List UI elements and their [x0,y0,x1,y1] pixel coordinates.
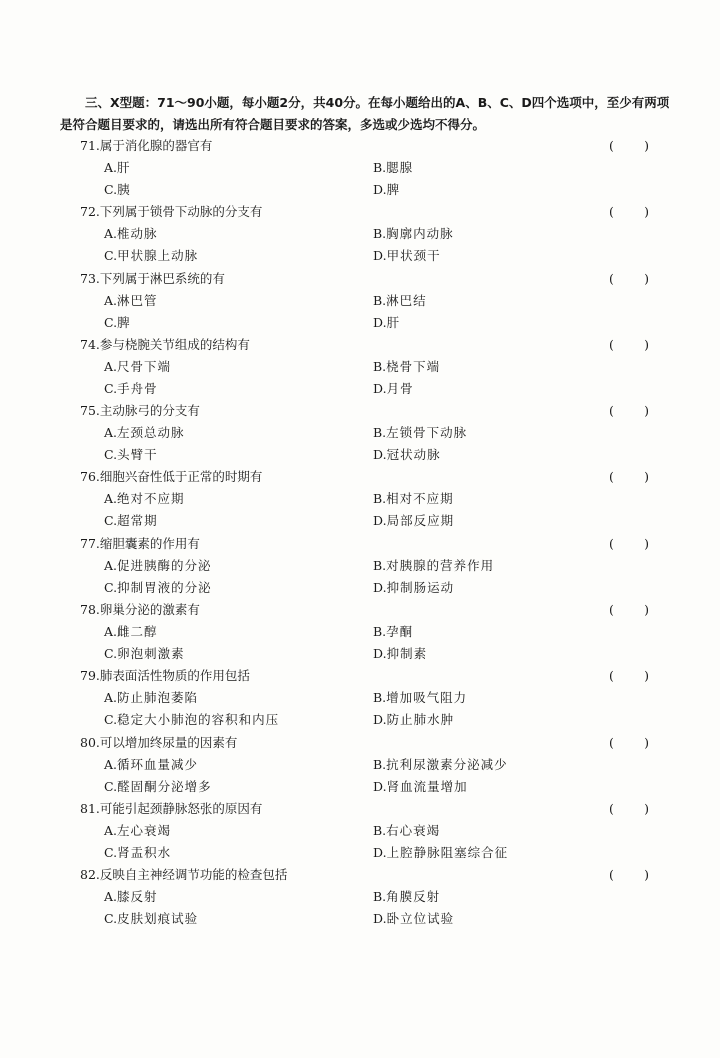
paren-open: ( [609,668,614,684]
answer-blank [609,533,649,555]
answer-option [373,444,441,466]
answer-option [373,223,454,245]
option-text: 淋巴结 [386,292,427,308]
paren-open: ( [609,270,614,286]
option-text: 超常期 [117,513,158,529]
question-stem [80,400,200,422]
option-letter: D. [373,182,387,197]
answer-option [104,378,158,400]
answer-blank [609,798,649,820]
option-letter: A. [104,226,118,242]
option-text: 右心衰竭 [386,822,441,838]
answer-option [373,687,467,709]
option-text: 脾 [386,182,401,197]
answer-option [104,223,158,245]
paren-close: ) [644,403,649,419]
question-stem [80,201,262,223]
answer-option [373,776,468,798]
answer-option [373,378,414,400]
option-text: 椎动脉 [117,226,158,242]
option-letter: A. [104,491,118,507]
answer-option [373,356,440,378]
option-letter: B. [373,358,387,374]
option-letter: B. [373,160,387,175]
question-stem [80,533,200,555]
option-letter: C. [104,248,118,264]
option-letter: C. [104,513,118,529]
answer-blank [609,400,649,422]
answer-option [373,422,467,444]
answer-option [373,643,427,665]
option-text: 防止肺水肿 [386,712,455,728]
answer-option [373,908,454,930]
question-stem [80,864,287,886]
paren-close: ) [644,734,649,750]
answer-option [373,312,400,334]
option-letter: D. [373,314,387,330]
answer-option [373,842,508,864]
option-letter: B. [373,756,387,772]
answer-blank [609,466,649,488]
option-letter: A. [104,425,118,441]
option-letter: A. [104,690,118,706]
answer-option [373,510,454,532]
answer-blank [609,864,649,886]
question-number: 73. [80,270,100,286]
option-letter: A. [104,756,118,772]
answer-option [373,555,494,577]
option-letter: A. [104,358,118,374]
answer-option [104,776,212,798]
question-stem [80,732,237,754]
option-letter: C. [104,844,118,860]
paren-open: ( [609,602,614,618]
question-item [0,201,720,267]
option-text: 手舟骨 [117,380,158,396]
answer-blank [609,334,649,356]
option-letter: C. [104,447,118,463]
question-stem [80,135,212,157]
question-number: 72. [80,204,100,220]
answer-option [104,820,171,842]
option-letter: D. [373,579,387,595]
question-item [0,599,720,665]
option-letter: A. [104,160,118,175]
question-number: 80. [80,734,100,750]
question-text: 反映自主神经调节功能的检查包括 [99,867,288,883]
question-text: 可能引起颈静脉怒张的原因有 [99,800,263,816]
paren-open: ( [609,867,614,883]
answer-option [104,908,198,930]
question-number: 78. [80,602,100,618]
option-text: 对胰腺的营养作用 [386,557,495,573]
question-number: 74. [80,336,100,352]
question-item [0,665,720,731]
paren-close: ) [644,336,649,352]
question-stem [80,798,262,820]
option-letter: C. [104,646,118,662]
answer-option [373,577,454,599]
option-text: 胸廓内动脉 [386,226,454,242]
option-text: 膝反射 [117,889,158,905]
paren-close: ) [644,800,649,816]
question-stem [80,334,250,356]
answer-option [104,842,171,864]
option-letter: B. [373,425,387,441]
question-item [0,268,720,334]
question-number: 81. [80,800,100,816]
answer-blank [609,201,649,223]
answer-blank [609,135,649,157]
option-letter: D. [373,911,387,927]
question-text: 下列属于锁骨下动脉的分支有 [99,204,263,220]
question-number: 79. [80,668,100,684]
question-stem [80,599,200,621]
option-text: 冠状动脉 [386,447,441,463]
paren-close: ) [644,469,649,485]
option-text: 脾 [117,314,131,330]
question-number: 82. [80,867,100,883]
option-text: 左锁骨下动脉 [386,425,468,441]
option-letter: B. [373,889,387,905]
answer-option [104,886,158,908]
option-text: 左心衰竭 [117,822,172,838]
answer-blank [609,599,649,621]
option-letter: B. [373,690,387,706]
option-letter: C. [104,380,118,396]
option-text: 皮肤划痕试验 [117,911,199,927]
option-text: 肾盂积水 [117,844,172,860]
option-text: 抑制素 [386,646,428,662]
option-text: 防止肺泡萎陷 [117,690,199,706]
question-text: 下列属于淋巴系统的有 [99,270,225,286]
option-text: 稳定大小肺泡的容积和内压 [117,712,280,728]
answer-option [373,290,427,312]
question-text: 可以增加终尿量的因素有 [99,734,238,750]
answer-option [104,290,158,312]
option-letter: A. [104,822,118,838]
question-item [0,400,720,466]
option-text: 醛固酮分泌增多 [117,778,212,794]
option-text: 雌二醇 [117,624,158,640]
option-letter: C. [104,182,118,197]
question-text: 细胞兴奋性低于正常的时期有 [99,469,263,485]
answer-option [104,621,158,643]
option-letter: D. [373,447,387,463]
option-text: 左颈总动脉 [117,425,185,441]
paren-close: ) [644,270,649,286]
answer-option [373,754,508,776]
option-letter: B. [373,557,387,573]
option-letter: C. [104,911,118,927]
option-text: 肝 [386,314,401,330]
option-text: 上腔静脉阻塞综合征 [386,844,509,860]
question-item [0,732,720,798]
answer-option [373,820,440,842]
option-letter: D. [373,844,387,860]
paren-close: ) [644,204,649,220]
answer-option [373,245,441,267]
option-letter: B. [373,491,387,507]
answer-option [373,179,400,201]
answer-blank [609,732,649,754]
option-text: 抗利尿激素分泌减少 [386,756,508,772]
answer-option [373,709,454,731]
option-letter: D. [373,646,387,662]
option-text: 腮腺 [386,160,414,175]
question-number: 76. [80,469,100,485]
option-text: 肾血流量增加 [386,778,468,794]
paren-close: ) [644,535,649,551]
question-stem [80,466,262,488]
answer-option [104,422,185,444]
option-text: 孕酮 [386,624,414,640]
paren-open: ( [609,469,614,485]
option-text: 抑制肠运动 [386,579,455,595]
question-stem [80,665,250,687]
question-item [0,798,720,864]
question-item [0,466,720,532]
question-item [0,334,720,400]
question-text: 肺表面活性物质的作用包括 [99,668,250,684]
question-text: 主动脉弓的分支有 [99,403,200,419]
answer-option [104,312,131,334]
answer-option [104,643,185,665]
paren-open: ( [609,535,614,551]
option-text: 卧立位试验 [386,911,455,927]
paren-open: ( [609,204,614,220]
option-letter: D. [373,380,387,396]
option-text: 角膜反射 [386,889,441,905]
option-letter: D. [373,513,387,529]
paren-open: ( [609,800,614,816]
answer-option [373,488,454,510]
answer-option [104,245,198,267]
option-letter: D. [373,778,387,794]
option-text: 局部反应期 [386,513,455,529]
section-instructions: 三、X型题：71～90小题，每小题2分，共40分。在每小题给出的A、B、C、D四个选项中，至少有两项是符合题目要求的，请选出所有符合题目要求的答案，多选或少选均不得分。 [60,95,670,132]
option-letter: C. [104,778,118,794]
paren-close: ) [644,668,649,684]
answer-option [104,488,185,510]
question-list [0,135,720,931]
option-text: 抑制胃液的分泌 [117,579,212,595]
option-letter: D. [373,248,387,264]
answer-option [104,356,171,378]
answer-option [104,444,158,466]
option-text: 甲状颈干 [386,248,441,264]
answer-option [104,157,131,179]
option-text: 绝对不应期 [117,491,185,507]
answer-option [104,709,279,731]
paren-close: ) [644,867,649,883]
paren-open: ( [609,336,614,352]
question-stem [80,268,225,290]
option-letter: A. [104,624,118,640]
option-letter: A. [104,557,118,573]
question-text: 属于消化腺的器官有 [99,138,213,153]
paren-open: ( [609,734,614,750]
paren-close: ) [644,138,649,153]
question-item [0,864,720,930]
option-letter: C. [104,712,118,728]
option-letter: A. [104,292,118,308]
answer-blank [609,268,649,290]
option-text: 胰 [117,182,131,197]
paren-close: ) [644,602,649,618]
question-number: 75. [80,403,100,419]
paren-open: ( [609,403,614,419]
option-text: 月骨 [386,380,414,396]
option-letter: B. [373,822,387,838]
question-item [0,135,720,201]
option-letter: C. [104,314,118,330]
option-text: 卵泡刺激素 [117,646,185,662]
answer-option [104,577,212,599]
option-text: 淋巴管 [117,292,158,308]
question-text: 卵巢分泌的激素有 [99,602,200,618]
answer-option [373,621,413,643]
answer-option [104,754,198,776]
option-text: 循环血量减少 [117,756,199,772]
option-letter: B. [373,624,387,640]
option-text: 甲状腺上动脉 [117,248,199,264]
question-text: 参与桡腕关节组成的结构有 [99,336,250,352]
option-letter: A. [104,889,118,905]
answer-option [104,179,131,201]
question-item [0,533,720,599]
answer-option [373,157,413,179]
paren-open: ( [609,138,614,153]
option-text: 肝 [117,160,131,175]
option-letter: B. [373,226,387,242]
answer-blank [609,665,649,687]
option-letter: B. [373,292,387,308]
question-number: 77. [80,535,100,551]
option-text: 尺骨下端 [117,358,172,374]
option-text: 增加吸气阻力 [386,690,468,706]
answer-option [104,687,198,709]
option-letter: D. [373,712,387,728]
answer-option [373,886,440,908]
option-text: 桡骨下端 [386,358,441,374]
option-text: 头臂干 [117,447,158,463]
option-letter: C. [104,579,118,595]
answer-option [104,510,158,532]
question-number: 71. [80,138,100,153]
answer-option [104,555,212,577]
option-text: 促进胰酶的分泌 [117,557,212,573]
option-text: 相对不应期 [386,491,454,507]
question-text: 缩胆囊素的作用有 [99,535,200,551]
